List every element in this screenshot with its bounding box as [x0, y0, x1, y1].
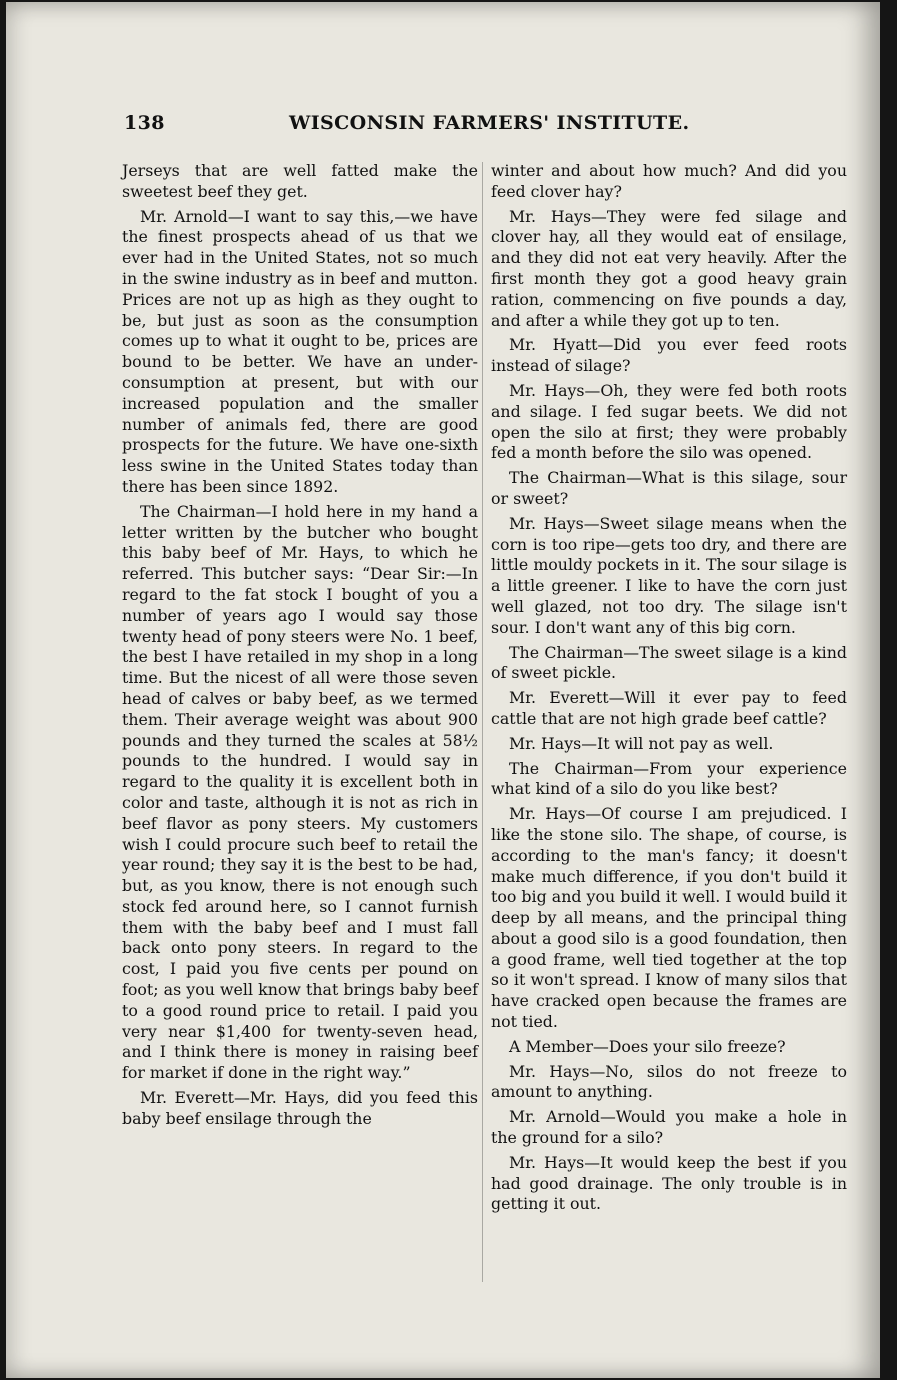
right-paragraph: The Chairman—The sweet silage is a kind of sweet pickle.	[491, 642, 847, 683]
right-paragraph: winter and about how much? And did you feed clover hay?	[491, 161, 847, 201]
right-paragraph: The Chairman—What is this silage, sour or sweet?	[491, 468, 847, 508]
right-column	[491, 161, 847, 1219]
right-paragraph: Mr. Everett—Will it ever pay to feed cattle that are not high grade beef cattle?	[491, 688, 847, 728]
right-paragraph: Mr. Hays—Of course I am prejudiced. I like the stone silo. The shape, of course, is according to the man's fancy; it doesn't make much difference, if you don't build it too big and you build it well. I would build it deep by all means, and the principal thing about a good silo is a good foundation, then a good frame, well tied together at the top so it won't spread. I know of many silos that have cracked open because the frames are not tied.	[491, 804, 847, 1032]
right-paragraph: Mr. Hays—They were fed silage and clover hay, all they would eat of ensilage, and they did not eat very heavily. After the first month they got a good heavy grain ration, commencing on five pounds a day, and after a while they got up to ten.	[491, 206, 847, 330]
left-paragraph: Mr. Arnold—I want to say this,—we have the finest prospects ahead of us that we ever had in the United States, not so much in the swine industry as in beef and mutton. Prices are not up as high as they ought to be, but just as soon as the consumption comes up to what it ought to be, prices are bound to be better. We have an under-consumption at present, but with our increased population and the smaller number of animals fed, there are good prospects for the future. We have one-sixth less swine in the United States today than there has been since 1892.	[122, 206, 478, 496]
left-paragraph: Jerseys that are well fatted make the sweetest beef they get.	[122, 161, 478, 201]
left-paragraph: Mr. Everett—Mr. Hays, did you feed this baby beef ensilage through the	[122, 1088, 478, 1128]
book-page	[6, 2, 880, 1378]
right-paragraph: Mr. Hays—It would keep the best if you had good drainage. The only trouble is in getting it out.	[491, 1152, 847, 1214]
right-paragraph: The Chairman—From your experience what kind of a silo do you like best?	[491, 758, 847, 799]
right-paragraph: A Member—Does your silo freeze?	[509, 1036, 786, 1056]
page-number: 138	[124, 112, 165, 134]
right-paragraph: Mr. Hays—Oh, they were fed both roots and silage. I fed sugar beets. We did not open the silo at first; they were probably fed a month before the silo was opened.	[491, 380, 847, 463]
right-paragraph: Mr. Hyatt—Did you ever feed roots instead of silage?	[491, 335, 847, 376]
left-paragraph: The Chairman—I hold here in my hand a letter written by the butcher who bought this baby beef of Mr. Hays, to which he referred. This butcher says: “Dear Sir:—In regard to the fat stock I bought of you a number of years ago I would say those twenty head of pony steers were No. 1 beef, the best I have retailed in my shop in a long time. But the nicest of all were those seven head of calves or baby beef, as we termed them. Their average weight was about 900 pounds and they turned the scales at 58½ pounds to the hundred. I would say in regard to the quality it is excellent both in color and taste, although it is not as rich in beef flavor as pony steers. My customers wish I could procure such beef to retail the year round; they say it is the best to be had, but, as you know, there is not enough such stock fed around here, so I cannot furnish them with the baby beef and I must fall back onto pony steers. In regard to the cost, I paid you five cents per pound on foot; as you well know that brings baby beef to a good round price to retail. I paid you very near $1,400 for twenty-seven head, and I think there is money in raising beef for market if done in the right way.”	[122, 501, 478, 1083]
left-column	[122, 161, 478, 1134]
column-divider	[482, 162, 483, 1282]
right-paragraph: Mr. Arnold—Would you make a hole in the ground for a silo?	[491, 1107, 847, 1148]
right-paragraph: Mr. Hays—It will not pay as well.	[509, 733, 774, 753]
right-paragraph: Mr. Hays—No, silos do not freeze to amount to anything.	[491, 1061, 847, 1102]
right-paragraph: Mr. Hays—Sweet silage means when the corn is too ripe—gets too dry, and there are little mouldy pockets in it. The sour silage is a little greener. I like to have the corn just well glazed, not too dry. The silage isn't sour. I don't want any of this big corn.	[491, 513, 847, 637]
running-title: WISCONSIN FARMERS' INSTITUTE.	[289, 112, 690, 134]
running-header	[124, 110, 690, 136]
